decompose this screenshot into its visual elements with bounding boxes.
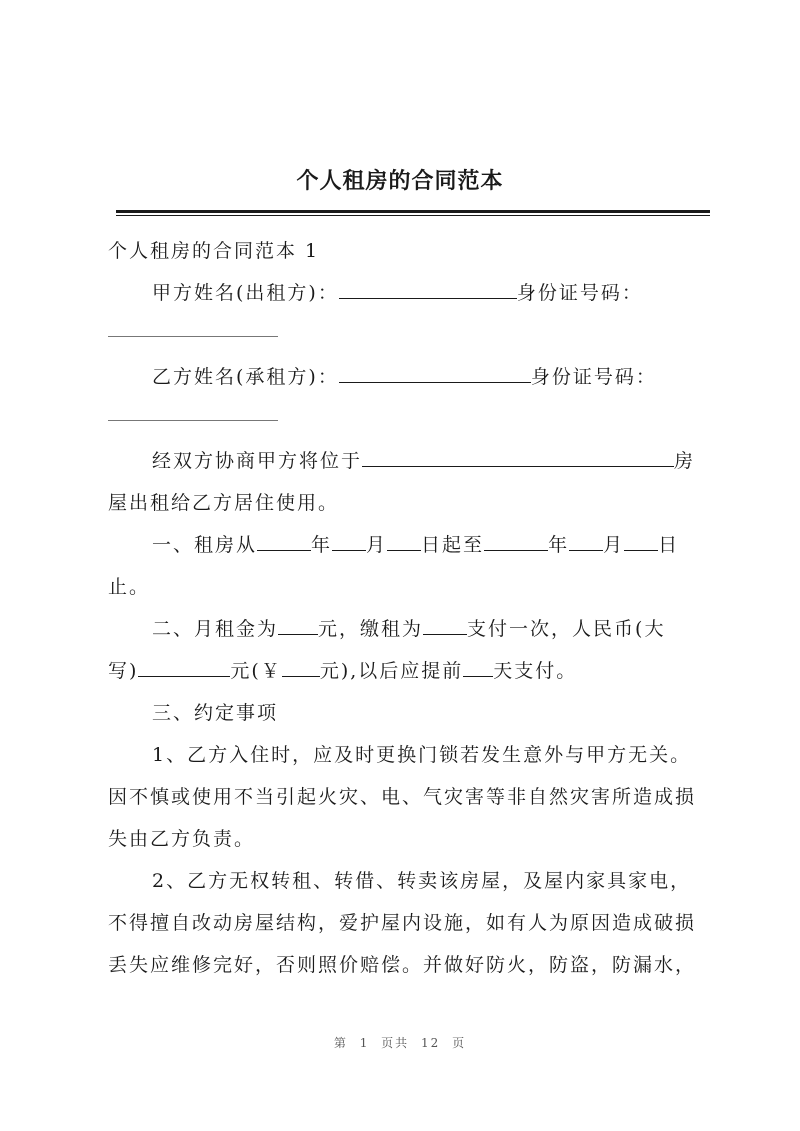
clause2-prefix: 二、月租金为 [152,618,279,640]
clause2-write: 写) [108,660,139,682]
clause2-yuan2: 元(￥ [230,660,282,682]
section-heading: 个人租房的合同范本 1 [108,240,320,262]
document-title: 个人租房的合同范本 [296,168,504,194]
clause2-line-2 [108,656,577,683]
intro-line-1 [152,446,695,473]
intro-text-end: 房 [674,450,696,472]
party-b-line [152,362,657,389]
month-label-2: 月 [603,534,625,556]
amount-number-blank [282,657,320,677]
item1-line-2: 因不慎或使用不当引起火灾、电、气灾害等非自然灾害所造成损 [108,786,697,808]
item2-line-1: 2、乙方无权转租、转借、转卖该房屋，及屋内家具家电， [152,870,692,892]
start-year-blank [257,531,311,551]
intro-line-2: 屋出租给乙方居住使用。 [108,492,340,514]
clause1-prefix: 一、租房从 [152,534,258,556]
party-a-id-label: 身份证号码： [516,282,643,304]
clause2-line-1 [152,614,665,641]
amount-words-blank [138,657,230,677]
title-divider-thin [116,215,710,216]
property-address-blank [362,447,674,467]
item2-line-3: 丢失应维修完好，否则照价赔偿。并做好防火，防盗，防漏水， [108,954,697,976]
party-a-id-blank [108,336,278,337]
party-b-label: 乙方姓名(承租方)： [152,366,339,388]
rent-amount-blank [278,615,318,635]
party-b-id-blank [108,420,278,421]
clause1-end: 止。 [108,576,151,598]
party-b-name-blank [339,363,531,383]
start-day-blank [387,531,421,551]
year-label: 年 [311,534,333,556]
party-b-id-label: 身份证号码： [530,366,657,388]
end-month-blank [569,531,603,551]
end-year-blank [484,531,548,551]
party-a-line [152,278,643,305]
clause2-pay: 支付一次，人民币(大 [467,618,666,640]
clause1-line [152,530,679,557]
clause3-title: 三、约定事项 [152,702,279,724]
advance-days-blank [463,657,493,677]
page-footer: 第 1 页共 12 页 [333,1036,467,1050]
intro-text: 经双方协商甲方将位于 [152,450,363,472]
item1-line-3: 失由乙方负责。 [108,828,256,850]
month-label: 月 [366,534,388,556]
day-label: 日起至 [421,534,485,556]
clause2-yuan: 元，缴租为 [318,618,424,640]
year-label-2: 年 [548,534,570,556]
item1-line-1: 1、乙方入住时，应及时更换门锁若发生意外与甲方无关。 [152,744,692,766]
title-divider-thick [116,210,710,213]
clause2-days: 天支付。 [493,660,578,682]
start-month-blank [332,531,366,551]
party-a-label: 甲方姓名(出租方)： [152,282,339,304]
pay-period-blank [423,615,467,635]
clause2-yuan3: 元),以后应提前 [319,660,464,682]
day-label-2: 日 [658,534,680,556]
party-a-name-blank [339,279,517,299]
item2-line-2: 不得擅自改动房屋结构，爱护屋内设施，如有人为原因造成破损 [108,912,697,934]
end-day-blank [624,531,658,551]
